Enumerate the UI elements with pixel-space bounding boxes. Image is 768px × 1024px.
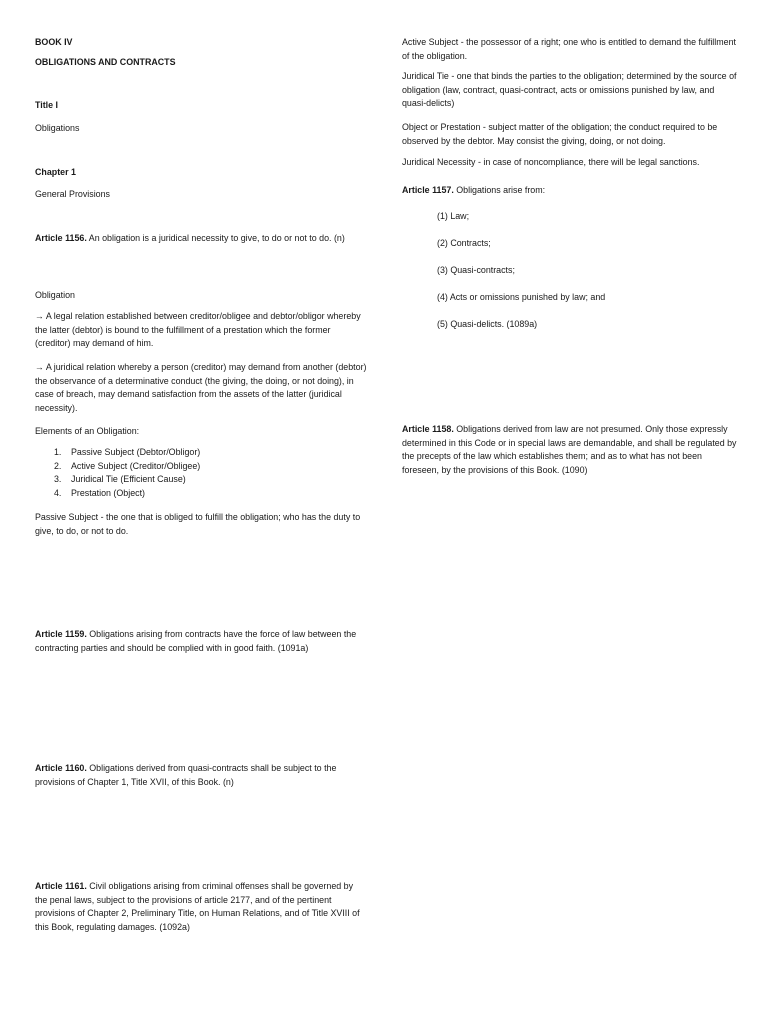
article-1159-label: Article 1159. [35, 629, 87, 639]
article-1160-text: Obligations derived from quasi-contracts shall be subject to the provisions of Chapter 1, Title XVII, of this Book. (n) [35, 763, 337, 787]
list-item: (1) Law; [437, 211, 470, 221]
list-item: 2. Active Subject (Creditor/Obligee) [54, 460, 201, 471]
list-item: 1. Passive Subject (Debtor/Obligor) [54, 447, 201, 457]
article-1157 [402, 184, 738, 198]
list-item: (5) Quasi-delicts. (1089a) [437, 319, 538, 329]
juridical-tie-definition: Juridical Tie - one that binds the parties to the obligation; determined by the source of obligation (law, contract, quasi-contract, acts or omissions punished by law, and quasi-delicts) [402, 71, 737, 108]
article-1160-label: Article 1160. [35, 763, 87, 773]
article-1158-text: Obligations derived from law are not presumed. Only those expressly determined in this Code or in special laws are demandable, and shall be regulated by the precepts of the law which establishes them; and as to what has not been foreseen, by the provisions of this Book. (1090) [402, 424, 737, 475]
obligation-heading: Obligation [35, 290, 75, 300]
juridical-necessity-definition: Juridical Necessity - in case of noncompliance, there will be legal sanctions. [402, 157, 700, 167]
passive-subject-definition: Passive Subject - the one that is obliged to fulfill the obligation; who has the duty to give, to do, or not to do. [35, 512, 361, 536]
article-1161-text: Civil obligations arising from criminal offenses shall be governed by the penal laws, subject to the provisions of article 2177, and of the pertinent provisions of Chapter 2, Preliminary Title, on Human Relations, and of Title XVIII of this Book, regulating damages. (1092a) [35, 881, 360, 932]
active-subject-definition: Active Subject - the possessor of a right; one who is entitled to demand the fulfillment of the obligation. [402, 37, 736, 61]
elements-list [35, 446, 367, 500]
chapter-heading: Chapter 1 [35, 167, 76, 177]
article-1156-text: An obligation is a juridical necessity to give, to do or not to do. (n) [86, 233, 345, 243]
object-definition: Object or Prestation - subject matter of the obligation; the conduct required to be observed by the debtor. May consist the giving, doing, or not doing. [402, 122, 718, 146]
article-1158 [402, 423, 738, 477]
list-item: (4) Acts or omissions punished by law; and [437, 292, 606, 302]
obligation-definition-2: → A juridical relation whereby a person (creditor) may demand from another (debtor) the observance of a determinative conduct (the giving, the doing, or not doing), in case of breach, may demand satisfaction from the assets of the latter (juridical necessity). [35, 362, 367, 413]
title-name: Obligations [35, 123, 80, 133]
list-item: (2) Contracts; [437, 238, 491, 248]
chapter-name: General Provisions [35, 189, 110, 199]
article-1159-text: Obligations arising from contracts have the force of law between the contracting parties and should be complied with in good faith. (1091a) [35, 629, 357, 653]
book-heading: BOOK IV [35, 37, 73, 47]
article-1157-label: Article 1157. [402, 185, 454, 195]
article-1161-label: Article 1161. [35, 881, 87, 891]
book-title: OBLIGATIONS AND CONTRACTS [35, 57, 176, 67]
list-item: (3) Quasi-contracts; [437, 265, 515, 275]
article-1157-text: Obligations arise from: [453, 185, 546, 195]
article-1156-label: Article 1156. [35, 233, 87, 243]
article-1158-label: Article 1158. [402, 424, 454, 434]
list-item: 4. Prestation (Object) [54, 487, 145, 498]
obligation-definition-1: → A legal relation established between creditor/obligee and debtor/obligor whereby the latter (debtor) is bound to the fulfillment of a prestation which the former (creditor) may demand of him. [35, 311, 361, 348]
title-heading: Title I [35, 100, 59, 110]
list-item: 3. Juridical Tie (Efficient Cause) [54, 474, 186, 484]
article-1161 [35, 880, 367, 934]
article-1156 [35, 232, 367, 246]
elements-heading: Elements of an Obligation: [35, 426, 140, 436]
article-1159 [35, 628, 367, 655]
article-1160 [35, 762, 367, 789]
